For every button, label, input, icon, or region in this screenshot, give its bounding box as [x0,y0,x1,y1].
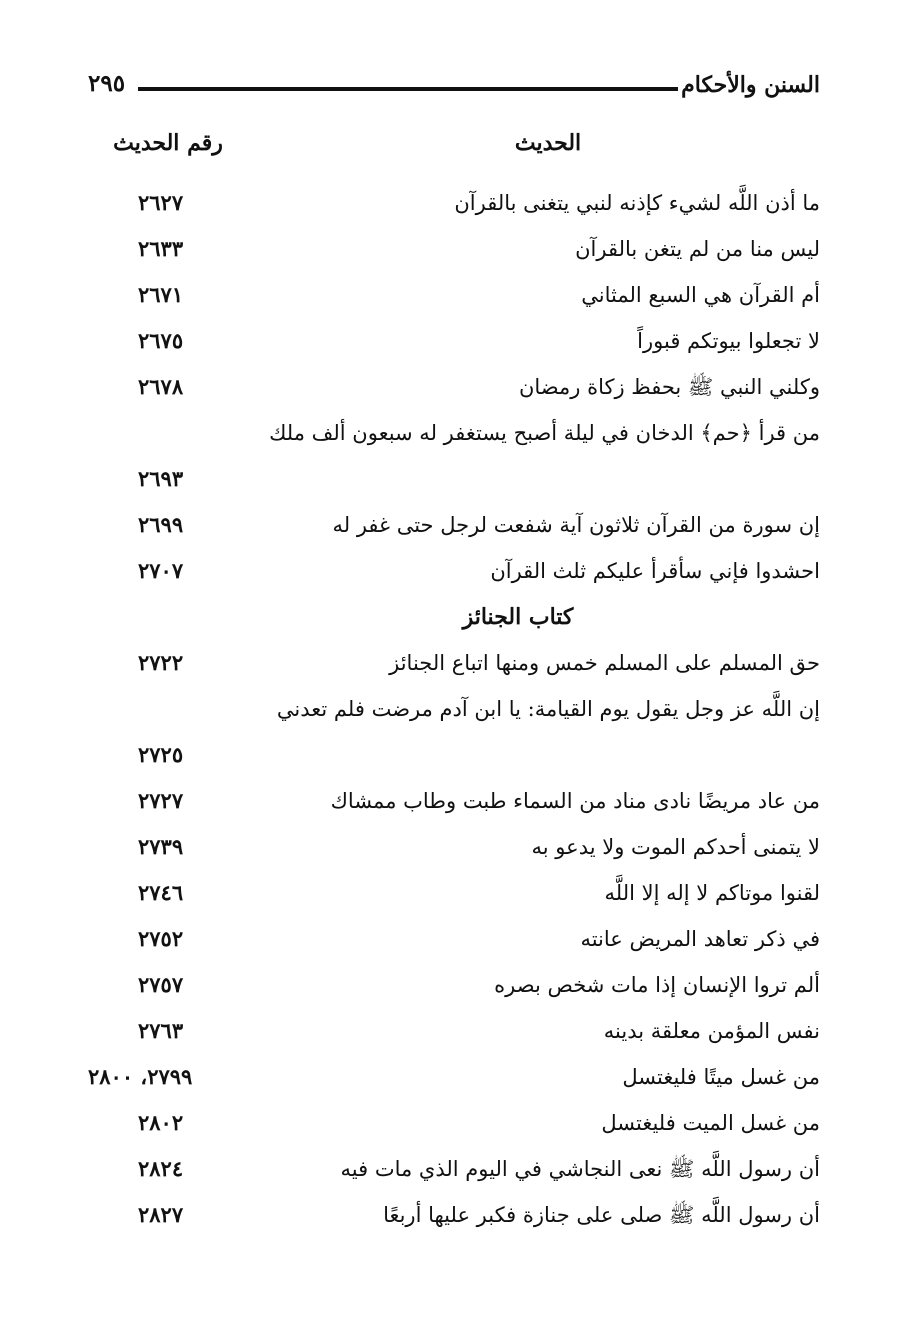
hadith-text: إن اللَّه عز وجل يقول يوم القيامة: يا ابن آدم مرضت فلم تعدني [276,697,820,721]
hadith-text: إن سورة من القرآن ثلاثون آية شفعت لرجل حتى غفر له [332,513,820,537]
index-row [88,272,820,318]
hadith-text: في ذكر تعاهد المريض عانته [580,927,820,951]
hadith-text: ألم تروا الإنسان إذا مات شخص بصره [494,973,820,997]
column-header-number: رقم الحديث [113,130,223,156]
hadith-number: ٢٦٩٣ [138,466,184,491]
hadith-text: من غسل ميتًا فليغتسل [622,1065,820,1089]
hadith-number: ٢٧٩٩، ٢٨٠٠ [88,1064,193,1089]
hadith-number: ٢٨٠٢ [138,1110,184,1135]
index-row [88,778,820,824]
hadith-number: ٢٧٢٥ [138,742,184,767]
index-row [88,1146,820,1192]
index-row [88,686,820,778]
hadith-text: ليس منا من لم يتغن بالقرآن [575,237,820,261]
index-row [88,318,820,364]
index-row [88,1054,820,1100]
hadith-text: من قرأ ﴿حم﴾ الدخان في ليلة أصبح يستغفر له سبعون ألف ملك [269,421,820,445]
header-rule [138,87,678,91]
page-number: ٢٩٥ [88,70,126,97]
hadith-number: ٢٧٥٧ [138,972,184,997]
hadith-number: ٢٨٢٤ [138,1156,184,1181]
index-row [88,870,820,916]
index-row [88,548,820,594]
hadith-number: ٢٨٢٧ [138,1202,184,1227]
hadith-text: حق المسلم على المسلم خمس ومنها اتباع الجنائز [389,651,820,675]
hadith-number: ٢٧٥٢ [138,926,184,951]
hadith-number: ٢٦٢٧ [138,190,184,215]
index-row [88,364,820,410]
index-row [88,824,820,870]
hadith-number: ٢٦٧٨ [138,374,184,399]
page-header [88,66,820,110]
index-row [88,1192,820,1238]
hadith-text: وكلني النبي ﷺ بحفظ زكاة رمضان [518,375,820,399]
index-row [88,962,820,1008]
index-row [88,410,820,502]
hadith-number: ٢٧٦٣ [138,1018,184,1043]
index-row [88,180,820,226]
index-row [88,1100,820,1146]
section-heading-row [88,594,820,640]
hadith-text: أم القرآن هي السبع المثاني [581,283,820,307]
hadith-number: ٢٧٢٧ [138,788,184,813]
column-headers [88,130,820,170]
hadith-number: ٢٦٣٣ [138,236,184,261]
hadith-number: ٢٧٠٧ [138,558,184,583]
index-row [88,916,820,962]
hadith-number: ٢٧٤٦ [138,880,184,905]
hadith-number: ٢٦٧٥ [138,328,184,353]
hadith-number: ٢٧٢٢ [138,650,184,675]
hadith-text: أن رسول اللَّه ﷺ نعى النجاشي في اليوم الذي مات فيه [340,1157,820,1181]
column-header-hadith: الحديث [514,130,582,156]
hadith-text: أن رسول اللَّه ﷺ صلى على جنازة فكبر عليها أربعًا [383,1203,820,1227]
index-row [88,640,820,686]
hadith-text: لا تجعلوا بيوتكم قبوراً [637,329,820,353]
index-row [88,1008,820,1054]
hadith-index [88,180,820,1238]
index-row [88,226,820,272]
hadith-text: لا يتمنى أحدكم الموت ولا يدعو به [531,835,820,859]
hadith-text: نفس المؤمن معلقة بدينه [603,1019,820,1043]
hadith-text: لقنوا موتاكم لا إله إلا اللَّه [604,881,820,905]
hadith-number: ٢٦٩٩ [138,512,184,537]
index-row [88,502,820,548]
hadith-text: من غسل الميت فليغتسل [601,1111,820,1135]
hadith-text: من عاد مريضًا نادى مناد من السماء طبت وطاب ممشاك [330,789,820,813]
running-title: السنن والأحكام [681,72,820,98]
hadith-text: ما أذن اللَّه لشيء كإذنه لنبي يتغنى بالقرآن [454,191,820,215]
hadith-text: احشدوا فإني سأقرأ عليكم ثلث القرآن [490,559,820,583]
hadith-number: ٢٦٧١ [138,282,184,307]
section-title: كتاب الجنائز [462,604,574,630]
hadith-number: ٢٧٣٩ [138,834,184,859]
